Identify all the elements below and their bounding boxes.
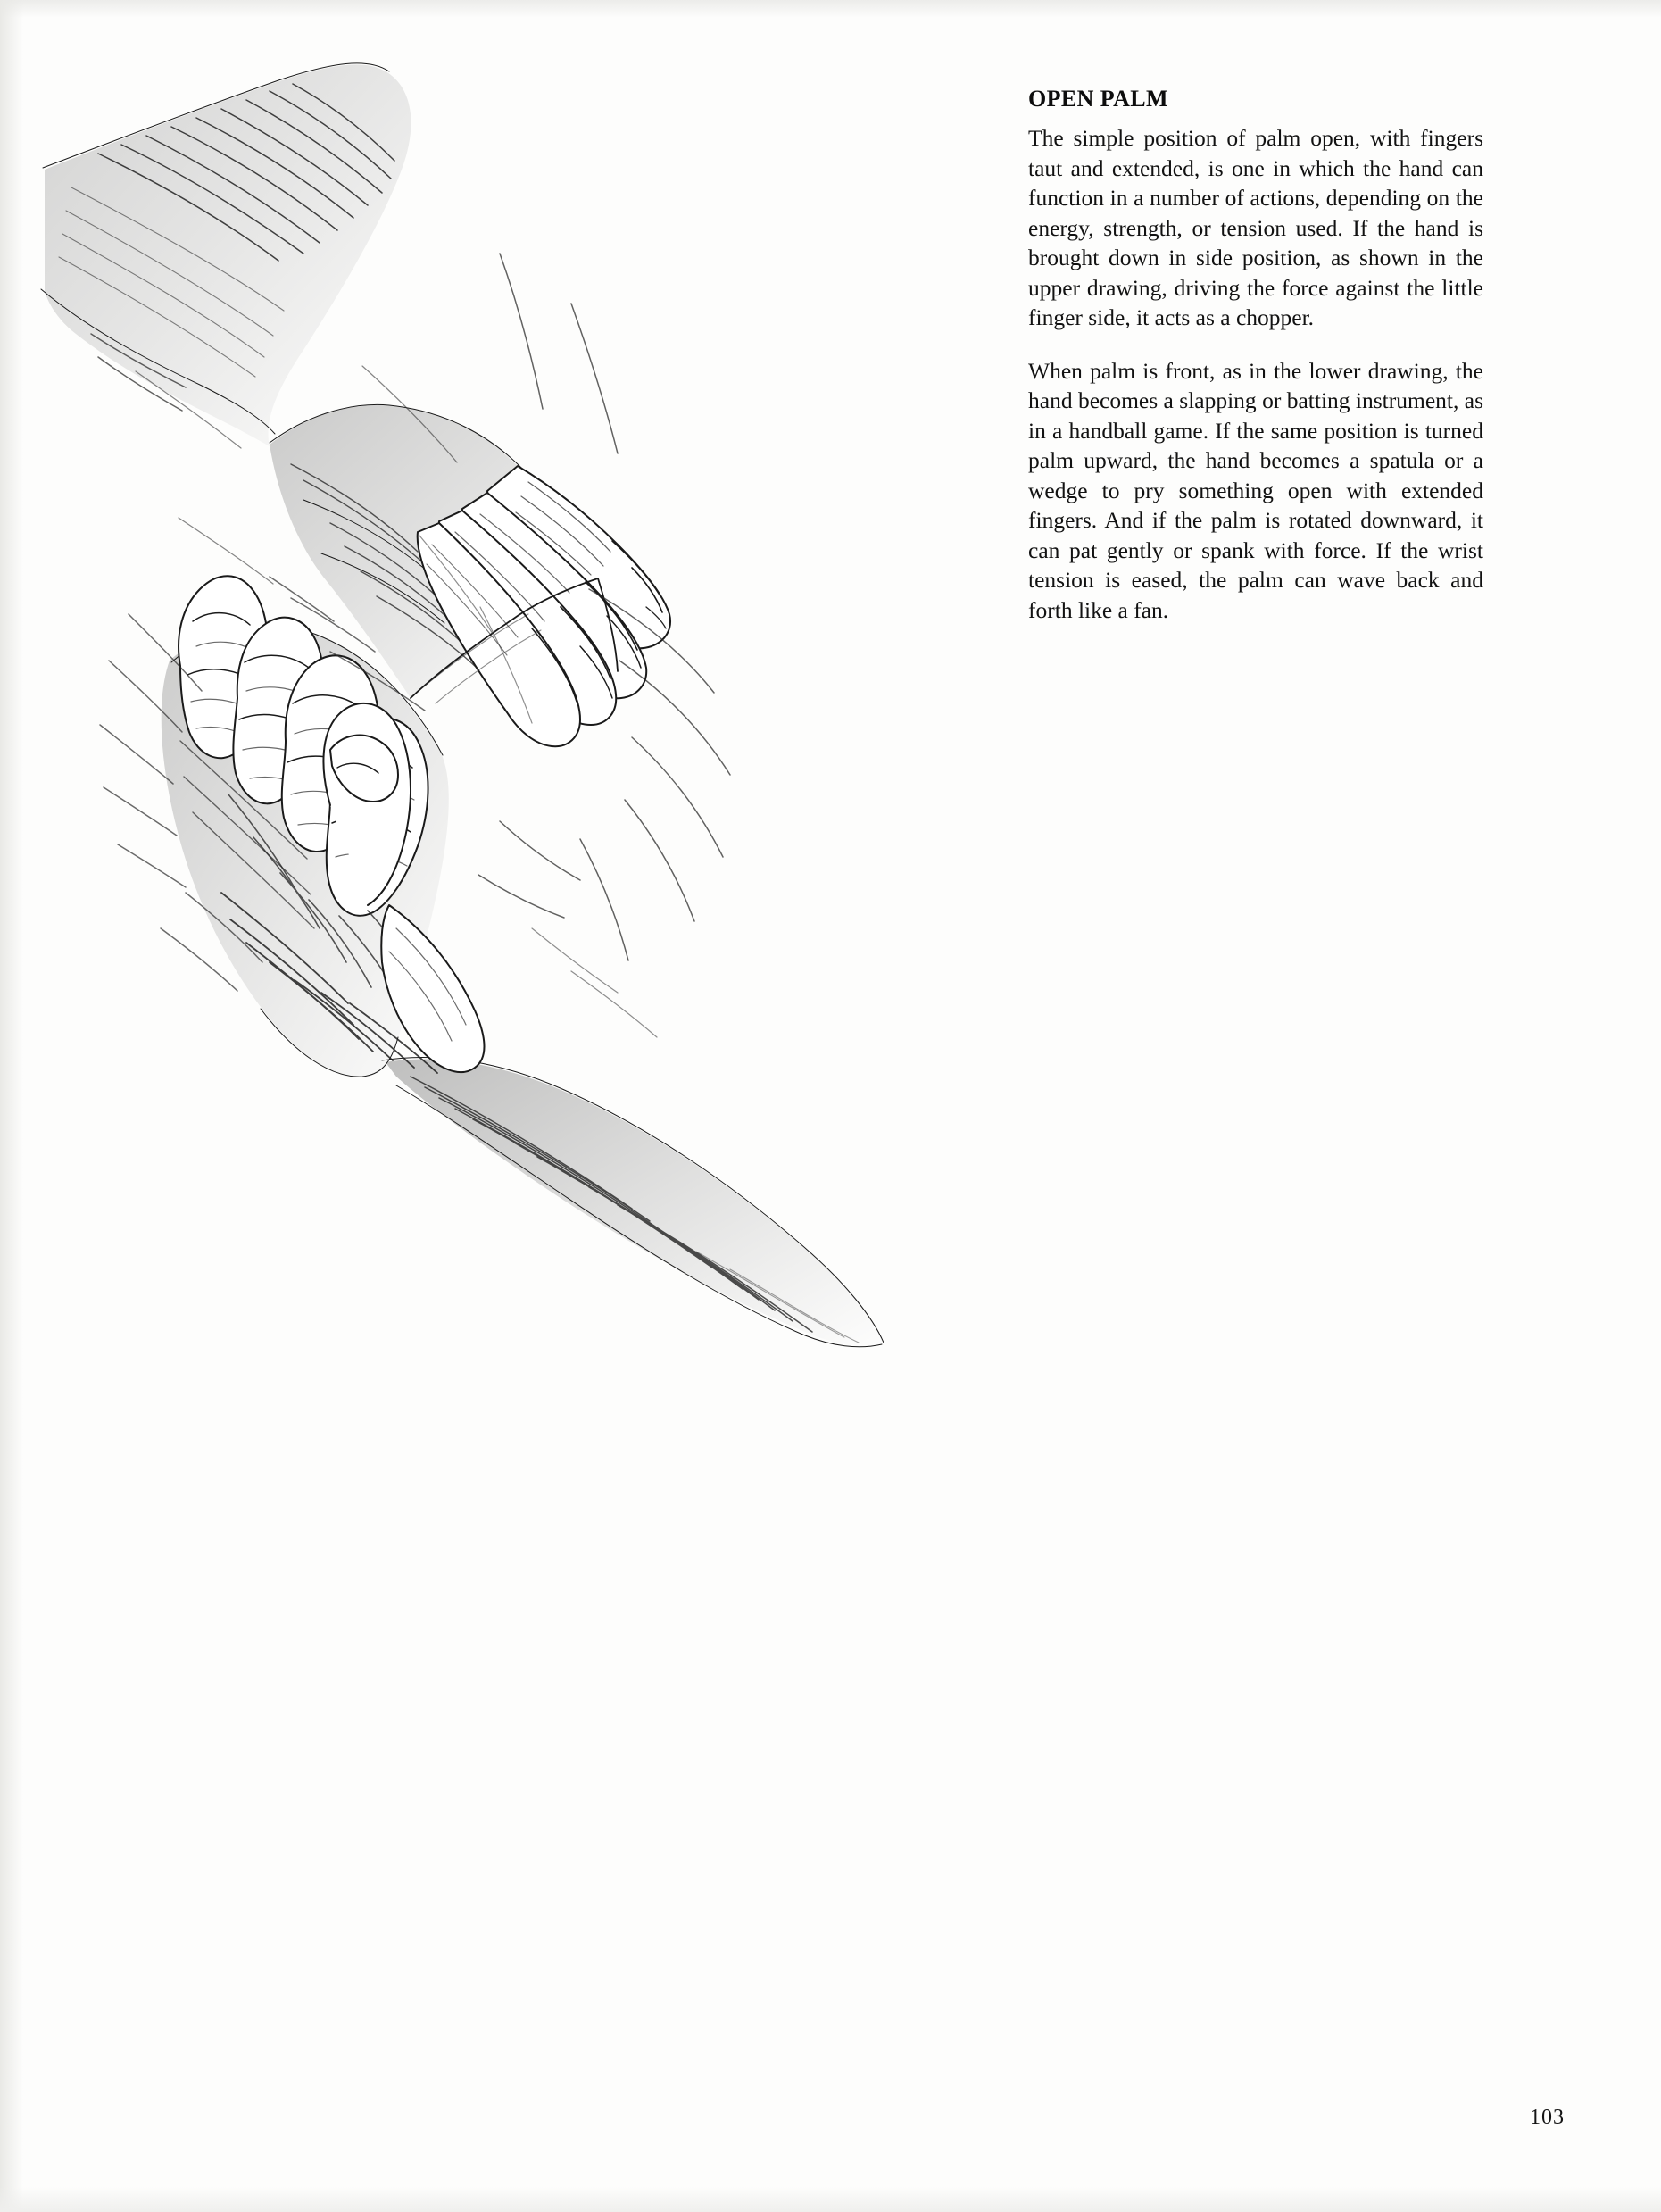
page-edge-shading-top <box>0 0 1661 18</box>
page-edge-shading-left <box>0 0 23 2212</box>
body-paragraph-2: When palm is front, as in the lower drawing, the hand becomes a slapping or batting instrument, as in a handball game. If the same position is turned palm upward, the hand becomes a spatula or a wedge to pry something open with extended fingers. And if the palm is rotated downward, it can pat gently or spank with force. If the wrist tension is eased, the palm can wave back and forth like a fan. <box>1028 357 1483 623</box>
page-edge-shading-bottom <box>0 2187 1661 2212</box>
text-column <box>1028 86 1483 626</box>
open-palm-hand-study <box>36 36 1026 2160</box>
section-heading: OPEN PALM <box>1028 86 1168 112</box>
body-paragraph-1: The simple position of palm open, with fingers taut and extended, is one in which the hand can function in a number of actions, depending on the energy, strength, or tension used. If the hand is brought down in side position, as shown in the upper drawing, driving the force against the little finger side, it acts as a chopper. <box>1028 125 1483 331</box>
page-number: 103 <box>1530 2106 1565 2129</box>
